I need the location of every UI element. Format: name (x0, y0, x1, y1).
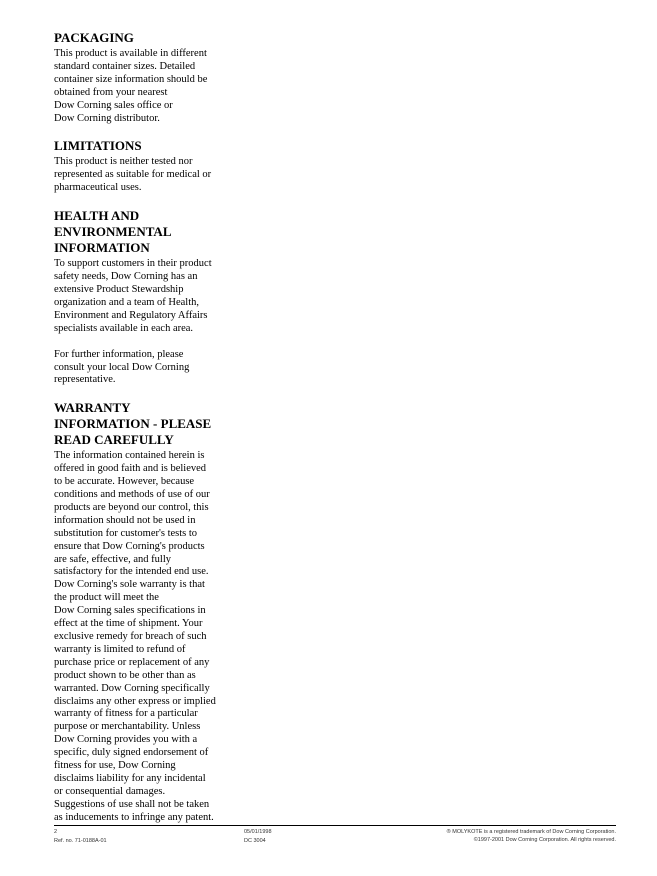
paragraph-line: warranty of fitness for a particular (54, 708, 198, 720)
paragraph-line: standard container sizes. Detailed (54, 60, 196, 72)
paragraph-line: exclusive remedy for breach of such (54, 631, 207, 642)
paragraph-line: safety needs, Dow Corning has an (54, 271, 198, 283)
paragraph-line: representative. (54, 374, 116, 386)
paragraph-line: Dow Corning provides you with a (54, 734, 198, 746)
paragraph-line: To support customers in their product (54, 258, 212, 270)
section-heading (54, 208, 236, 256)
paragraph-line: fitness for use, Dow Corning (54, 760, 176, 772)
paragraph-line: product shown to be other than as (54, 669, 196, 681)
paragraph-line: extensive Product Stewardship (54, 283, 184, 295)
paragraph-line: disclaims any other express or implied (54, 695, 216, 707)
footer-page-number: 2 (54, 829, 58, 835)
heading-line: PACKAGING (54, 30, 134, 45)
body-paragraph (54, 450, 236, 824)
paragraph-line: conditions and methods of use of our (54, 489, 210, 501)
paragraph-line: organization and a team of Health, (54, 296, 200, 308)
section-gap (54, 195, 236, 208)
paragraph-line: Dow Corning distributor. (54, 112, 160, 124)
paragraph-line: Suggestions of use shall not be taken (54, 798, 210, 810)
heading-line: HEALTH AND (54, 208, 140, 224)
section-gap (54, 387, 236, 400)
body-paragraph (54, 258, 236, 335)
paragraph-line: as inducements to infringe any patent. (54, 811, 214, 823)
section-heading (54, 30, 236, 46)
heading-line: WARRANTY (54, 400, 131, 416)
paragraph-line: Dow Corning sales office or (54, 99, 173, 111)
paragraph-line: For further information, please (54, 348, 184, 360)
paragraph-line: Dow Corning sales specifications in (54, 605, 206, 617)
heading-line: INFORMATION (54, 240, 150, 256)
paragraph-line: information should not be used in (54, 514, 196, 526)
paragraph-line: warranty is limited to refund of (54, 643, 186, 655)
paragraph-line: offered in good faith and is believed (54, 463, 207, 475)
paragraph-line: to be accurate. However, because (54, 476, 195, 488)
section-gap (54, 125, 236, 138)
paragraph-line: Dow Corning's sole warranty is that (54, 579, 205, 591)
body-paragraph (54, 156, 236, 195)
paragraph-line: container size information should be (54, 73, 208, 85)
paragraph-line: This product is neither tested nor (54, 156, 193, 168)
text-column (54, 30, 236, 825)
paragraph-line: satisfactory for the intended end use. (54, 566, 209, 578)
paragraph-line: products are beyond our control, this (54, 501, 209, 513)
paragraph-line: obtained from your nearest (54, 86, 168, 98)
paragraph-line: specific, duly signed endorsement of (54, 747, 209, 759)
footer-divider (54, 825, 616, 826)
heading-line: ENVIRONMENTAL (54, 224, 172, 240)
body-paragraph (54, 48, 236, 125)
section-heading (54, 138, 236, 154)
paragraph-line: This product is available in different (54, 48, 207, 59)
paragraph-line: the product will meet the (54, 592, 159, 604)
heading-line: READ CAREFULLY (54, 432, 174, 448)
paragraph-line: effect at the time of shipment. Your (54, 618, 203, 630)
paragraph-line: are safe, effective, and fully (54, 553, 171, 565)
heading-line: LIMITATIONS (54, 138, 142, 154)
paragraph-line: substitution for customer's tests to (54, 527, 198, 539)
footer-date: 05/01/1998 (244, 829, 272, 835)
paragraph-line: represented as suitable for medical or (54, 169, 212, 181)
paragraph-line: Environment and Regulatory Affairs (54, 309, 208, 321)
paragraph-gap (54, 336, 236, 349)
paragraph-line: ensure that Dow Corning's products (54, 540, 205, 552)
paragraph-line: purpose or merchantability. Unless (54, 721, 201, 733)
paragraph-line: consult your local Dow Corning (54, 361, 190, 373)
heading-line: INFORMATION - PLEASE (54, 416, 212, 432)
paragraph-line: or consequential damages. (54, 785, 166, 797)
paragraph-line: purchase price or replacement of any (54, 656, 210, 668)
paragraph-line: disclaims liability for any incidental (54, 772, 206, 784)
section-heading (54, 400, 236, 448)
footer-copyright: ©1997-2001 Dow Corning Corporation. All rights reserved. (473, 837, 616, 843)
paragraph-line: The information contained herein is (54, 450, 205, 462)
footer-doc-code: DC 3004 (244, 838, 266, 844)
paragraph-line: pharmaceutical uses. (54, 182, 142, 194)
paragraph-line: warranted. Dow Corning specifically (54, 682, 210, 694)
paragraph-line: specialists available in each area. (54, 322, 194, 334)
footer-ref-no: Ref. no. 71-0188A-01 (54, 838, 107, 844)
footer-trademark: ® MOLYKOTE is a registered trademark of Dow Corning Corporation. (446, 829, 616, 835)
body-paragraph (54, 349, 236, 388)
